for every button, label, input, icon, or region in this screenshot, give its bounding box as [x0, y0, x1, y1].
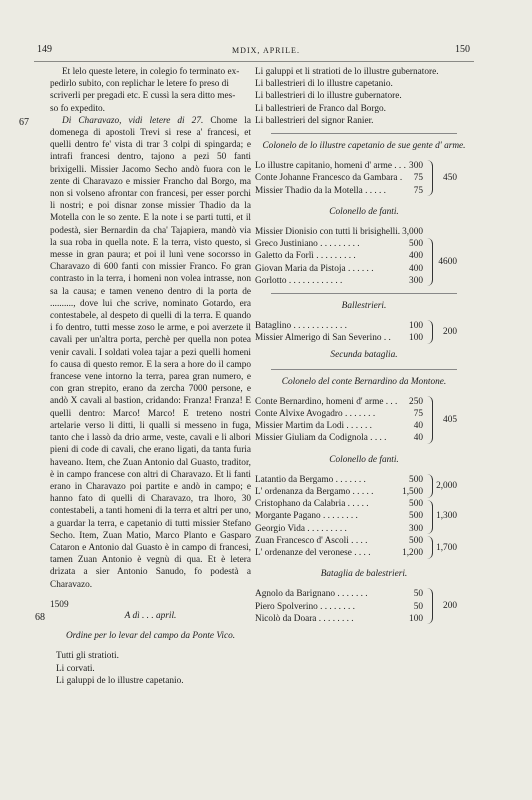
roster-value: 75 — [413, 409, 423, 420]
roster-value: 500 — [409, 511, 423, 522]
left-column — [50, 66, 251, 687]
date-line: A dì . . . april. — [124, 610, 177, 621]
roster-value: 1,200 — [402, 547, 423, 558]
right-column — [255, 66, 473, 629]
group-total: 405 — [443, 414, 457, 425]
roster-value: 500 — [409, 535, 423, 546]
section-title: Ballestrieri. — [341, 300, 387, 311]
roster-name: Conte Alvixe Avogadro . . . . . . . — [255, 409, 376, 420]
order-line: Li ballestrieri di lo illustre capetanio. — [255, 79, 393, 90]
roster-name: Conte Bernardino, homeni d' arme . . . — [255, 396, 398, 407]
roster-value: 50 — [413, 601, 423, 612]
right-page-number: 150 — [455, 44, 470, 55]
roster-group — [255, 226, 473, 287]
roster-row — [255, 275, 473, 287]
roster-row — [255, 320, 473, 332]
roster-name: Missier Martim da Lodi . . . . . . — [255, 421, 372, 432]
order-line: Li ballestrieri de Franco dal Borgo. — [255, 103, 386, 114]
brace — [426, 238, 433, 286]
year: 1509 — [50, 599, 69, 610]
section-title: Bataglia de balestrieri. — [320, 569, 408, 580]
margin-number-67: 67 — [19, 117, 29, 128]
margin-number-68: 68 — [35, 612, 45, 623]
roster-row — [255, 432, 473, 444]
section-title: Colonello de fanti. — [329, 206, 399, 217]
roster-value: 250 — [409, 396, 423, 407]
brace — [426, 320, 433, 344]
brace — [426, 588, 433, 624]
group-total: 2,000 — [436, 480, 457, 491]
group-total: 4600 — [438, 256, 457, 267]
order-line: Li ballestrieri del signor Ranier. — [255, 115, 374, 126]
roster-group — [255, 396, 473, 445]
roster-value: 40 — [413, 421, 423, 432]
order-line: Li galuppi et li stratioti de lo illustre gubernatore. — [255, 67, 439, 77]
group-total: 1,300 — [436, 510, 457, 521]
roster-group — [255, 320, 473, 344]
group-total: 1,700 — [436, 542, 457, 553]
roster-value: 1,500 — [402, 487, 423, 498]
roster-value: 100 — [409, 333, 423, 344]
section-title: Colonelo de lo illustre capetanio de sue gente d' arme. — [262, 141, 466, 152]
brace — [426, 474, 433, 498]
roster-value: 3,000 — [402, 226, 423, 237]
roster-name: Greco Justiniano . . . . . . . . . — [255, 239, 360, 250]
roster-value: 40 — [413, 433, 423, 444]
para1-line: scriverli per pregadi etc. E cussì la sera ditto mes- — [50, 91, 236, 102]
roster-name: Missier Dionisio con tutti li brisighelli. — [255, 226, 401, 237]
brace — [426, 396, 433, 444]
roster-value: 300 — [409, 275, 423, 286]
running-title: MDIX, APRILE. — [232, 46, 300, 55]
roster-value: 300 — [409, 523, 423, 534]
charavazo-paragraph — [50, 115, 251, 591]
roster-name: Piero Spolverino . . . . . . . . — [255, 601, 355, 612]
roster-name: Conte Johanne Francesco da Gambara . — [255, 173, 403, 184]
roster-group — [255, 588, 473, 625]
roster-name: Cristophano da Calabria . . . . . — [255, 499, 369, 510]
roster-group — [255, 160, 473, 197]
roster-row — [255, 172, 473, 184]
roster-value: 100 — [409, 321, 423, 332]
roster-name: Gorlotto . . . . . . . . . . . . — [255, 275, 343, 286]
roster-value: 500 — [409, 499, 423, 510]
roster-row — [255, 523, 473, 535]
section-title: Secunda bataglia. — [330, 349, 398, 360]
section-title: Colonello de fanti. — [329, 454, 399, 465]
roster-value: 50 — [413, 589, 423, 600]
roster-group — [255, 474, 473, 559]
roster-name: Giovan Maria da Pistoja . . . . . . — [255, 263, 374, 274]
para1-line: so fo expedito. — [50, 103, 105, 114]
roster-name: Missier Almerigo di San Severino . . — [255, 333, 391, 344]
left-page-number: 149 — [37, 44, 52, 55]
roster-row — [255, 396, 473, 408]
group-total: 450 — [443, 173, 457, 184]
separator — [271, 293, 457, 294]
roster-value: 500 — [409, 239, 423, 250]
roster-name: Latantio da Bergamo . . . . . . . — [255, 474, 366, 485]
letter-body: Chome la domenega di apostoli Trevi si rese a' francesi, et quelli dentro fe' vista di trar 3 colpi di spingarda; e intrafi francesi dentro, tajono a pezi 50 fanti brixigelli. Missier Jacomo Secho andò fuora con le zente di Charavazo e missier Francho dal Borgo, ma non si volseno afrontar con francesi, per esser porchi li nostri; e poi disnar zonse missier Thadio da la Motella con le so zente. E la note i se parti tutti, et il podestà, sier Bernardin da cha' Tajapiera, mandò via la sua roba in quella note. E la terra, visto questo, si messe in gran paura; et poi il lunì vene socorsso in Charavazo di 600 fanti con missier Franco. Fo gran contrasto in la terra, i homeni non volea intrasse, non sa la causa; e tamen veneno dentro di la porta de .........., dove lui che scrive, nominato Gotardo, era contestabele, al despeto di quelli di la terra. E quando i fo dentro, tutti messe zoso le arme, e poi averzete il cavali per un'altra porta, perchè per quella non potea venir cavali. I soldati volea tajar a pezi quelli homeni fo causa di questo remor. E la sera a hore do il campo francese vene intorno la terra, parea gran numero, e con gran strepito, erano da zercha 7000 persone, e andò X cavali al bastion, cridando: Franza! Franza! E quelli dentro: Marco! Marco! E treteno nostri artelarie verso li ditti, li qualli si messeno in fuga, tanto che i lassò da drio arme, veste, cavali e li albori pieni di code di cavali, che erano ligati, da tanta furia haveano. Item, che Zuan Antonio dal Guasto, traditor, è in campo francese con altri di Charavazo. Et li fanti erano in Charavazo poi partite e andò in campo; e hanno fato di quelli di Charavazo, tra lhoro, 30 contestabeli, a tanti homeni di la terra et altri per uno, a guardar la terra, e capetanio di tutti missier Stefano Secho. Item, Zuan Matio, Marco Planto e Gasparo Cataron e Antonio dal Guasto è in campo di francesi, tamen Zuan Antonio è vegnù di qua. Et è letera drizata a sier Antonio Sanudo, fo podestà a Charavazo. — [50, 115, 251, 590]
roster-row — [255, 185, 473, 197]
brace — [426, 500, 433, 534]
roster-name: Missier Thadio da la Motella . . . . . — [255, 185, 386, 196]
order-line: Li ballestrieri di lo illustre gubernatore. — [255, 91, 402, 102]
roster-value: 75 — [413, 185, 423, 196]
order-title: Ordine per lo levar del campo da Ponte Vico. — [65, 631, 236, 642]
section-title: Colonelo del conte Bernardino da Montone. — [281, 376, 447, 387]
roster-row — [255, 588, 473, 600]
header-rule — [34, 61, 474, 62]
roster-row — [255, 238, 473, 250]
brace — [426, 536, 433, 559]
list-item: Li corvati. — [56, 663, 95, 674]
brace — [426, 160, 433, 196]
roster-value: 100 — [409, 613, 423, 624]
group-total: 200 — [443, 327, 457, 338]
list-item: Tutti gli stratioti. — [56, 651, 119, 662]
para1-line: pedirlo subito, con replichar le letere fo preso di — [50, 79, 229, 90]
roster-row — [255, 498, 473, 510]
list-item: Li galuppi de lo illustre capetanio. — [56, 675, 184, 686]
roster-value: 300 — [409, 161, 423, 172]
roster-name: Lo illustre capitanio, homeni d' arme . . . — [255, 161, 406, 172]
roster-name: L' ordenanza da Bergamo . . . . . — [255, 487, 374, 498]
roster-row — [255, 420, 473, 432]
roster-value: 75 — [413, 173, 423, 184]
roster-value: 400 — [409, 251, 423, 262]
letter-heading: Di Charavazo, vidi letere di 27. — [62, 115, 204, 126]
roster-name: Nicolò da Doara . . . . . . . . — [255, 613, 354, 624]
separator — [271, 133, 457, 134]
roster-value: 500 — [409, 474, 423, 485]
roster-row — [255, 613, 473, 625]
roster-row — [255, 601, 473, 613]
roster-name: Galetto da Forlì . . . . . . . . . — [255, 251, 356, 262]
roster-row — [255, 160, 473, 172]
roster-value: 400 — [409, 263, 423, 274]
roster-name: Bataglino . . . . . . . . . . . . — [255, 321, 347, 332]
para1-line: Et lelo queste letere, in colegio fo terminato ex- — [62, 67, 240, 77]
separator — [271, 369, 457, 370]
roster-row — [255, 226, 473, 238]
group-total: 200 — [443, 601, 457, 612]
roster-name: L' ordenanze del veronese . . . . — [255, 547, 371, 558]
roster-name: Morgante Pagano . . . . . . . . — [255, 511, 358, 522]
roster-name: Missier Giuliam da Codignola . . . . — [255, 433, 387, 444]
roster-row — [255, 408, 473, 420]
roster-name: Agnolo da Barignano . . . . . . . — [255, 589, 368, 600]
roster-name: Zuan Francesco d' Ascoli . . . . — [255, 535, 368, 546]
roster-name: Georgio Vida . . . . . . . . . — [255, 523, 347, 534]
roster-row — [255, 332, 473, 344]
